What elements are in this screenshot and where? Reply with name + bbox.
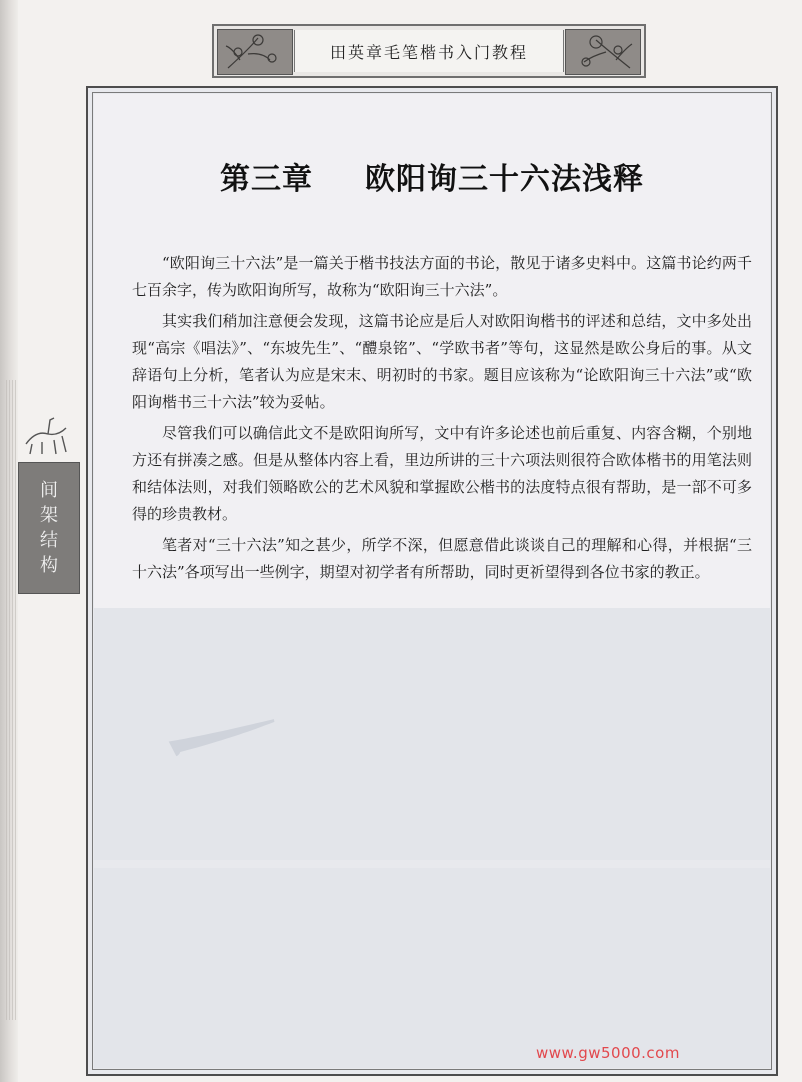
- paragraph: “欧阳询三十六法”是一篇关于楷书技法方面的书论，散见于诸多史料中。这篇书论约两千七百余字，传为欧阳询所写，故称为“欧阳询三十六法”。: [132, 254, 752, 299]
- side-section-tab: [18, 462, 80, 594]
- side-tab-char: 构: [40, 555, 58, 576]
- chapter-title: [88, 154, 776, 198]
- side-tab-char: 间: [40, 480, 58, 501]
- side-tab-char: 结: [40, 530, 58, 551]
- paragraph: 笔者对“三十六法”知之甚少，所学不深，但愿意借此谈谈自己的理解和心得，并根据“三十六法”各项写出一些例字，期望对初学者有所帮助，同时更祈望得到各位书家的教正。: [132, 536, 752, 581]
- flower-ornament-icon: [565, 29, 641, 75]
- paragraph: 其实我们稍加注意便会发现，这篇书论应是后人对欧阳询楷书的评述和总结，文中多处出现“高宗《唱法》”、“东坡先生”、“醴泉铭”、“学欧书者”等句，这显然是欧公身后的事。从文辞语句上分析，笔者认为应是宋末、明初时的书家。题目应该称为“论欧阳询三十六法”或“欧阳询楷书三十六法”较为妥帖。: [132, 312, 752, 411]
- body-text: [132, 250, 752, 590]
- site-watermark: www.gw5000.com: [536, 1044, 680, 1062]
- background-calligraphy-panel: [94, 608, 770, 860]
- flower-ornament-icon: [217, 29, 293, 75]
- chapter-number: 第三章: [220, 162, 313, 197]
- header-banner: [212, 24, 646, 78]
- content-frame: [86, 86, 778, 1076]
- header-title: 田英章毛笔楷书入门教程: [294, 30, 564, 72]
- page-edge-lines: [6, 380, 18, 1020]
- chapter-name: 欧阳询三十六法浅释: [365, 162, 644, 197]
- faded-calligraphy-glyph: ㇀: [134, 644, 305, 842]
- background-calligraphy-panel: [94, 868, 770, 1068]
- side-tab-char: 架: [40, 505, 58, 526]
- horse-rider-ornament-icon: [18, 400, 80, 458]
- paragraph: 尽管我们可以确信此文不是欧阳询所写，文中有许多论述也前后重复、内容含糊，个别地方还有拼凑之感。但是从整体内容上看，里边所讲的三十六项法则很符合欧体楷书的用笔法则和结体法则，对我们领略欧公的艺术风貌和掌握欧公楷书的法度特点很有帮助，是一部不可多得的珍贵教材。: [132, 424, 752, 523]
